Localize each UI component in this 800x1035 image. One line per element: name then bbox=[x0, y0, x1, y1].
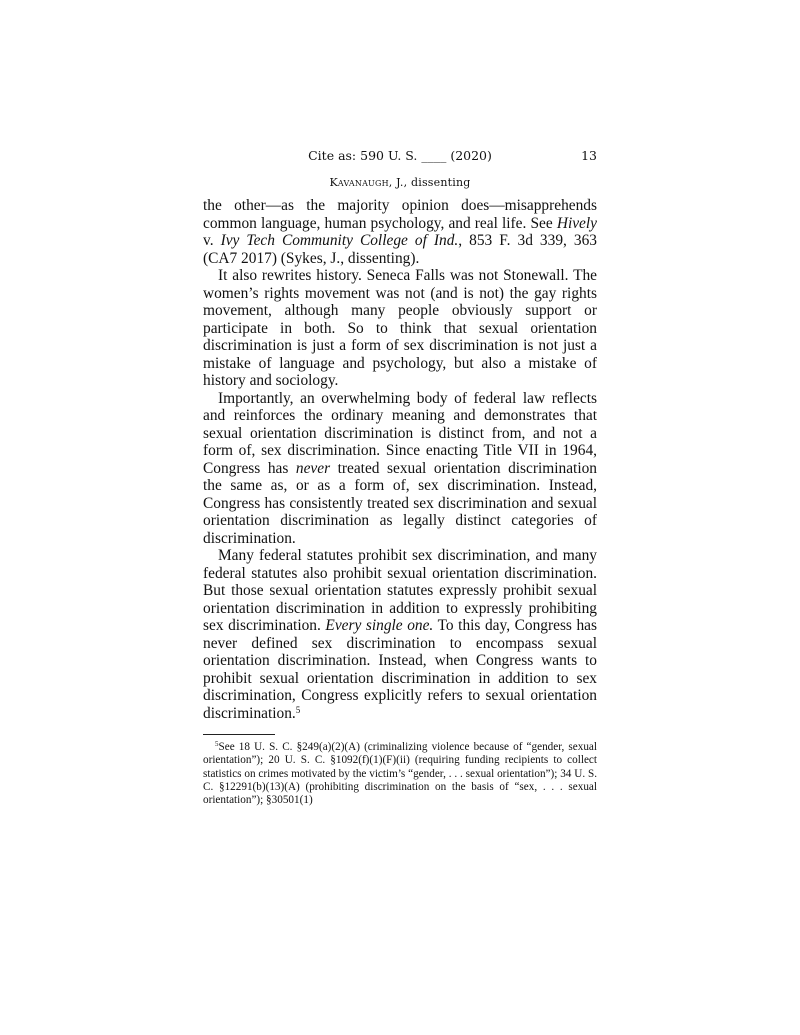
paragraph-3 bbox=[203, 390, 597, 548]
paragraph-1 bbox=[203, 197, 597, 267]
footnote-divider bbox=[203, 734, 275, 735]
paragraph-4 bbox=[203, 547, 597, 722]
text-run: treated sexual orientation discrimination the same as, or as a form of, sex discrimination. Instead, Congress has consistently treated sex discrimination and sexual orientation discrimination as legally distinct categories of discrimination. bbox=[203, 459, 597, 547]
footnote-reference[interactable]: 5 bbox=[295, 704, 301, 715]
case-party: Ivy Tech Community College of Ind. bbox=[220, 232, 459, 249]
running-header bbox=[203, 148, 597, 168]
author-name: Kavanaugh bbox=[329, 176, 389, 189]
text-run: Many federal statutes prohibit sex discrimination, and many federal statutes also prohibit sexual orientation discrimination. But those sexual orientation statutes expressly prohibit sexual orientation discrimination in addition to expressly prohibiting sex discrimination. bbox=[203, 547, 597, 634]
paragraph-2: It also rewrites history. Seneca Falls was not Stonewall. The women’s rights movement was not (and is not) the gay rights movement, although many people obviously support or participate in both. So to think that sexual orientation discrimination is just a form of sex discrimination is not just a mistake of language and psychology, but also a mistake of history and sociology. bbox=[203, 267, 597, 389]
page-number: 13 bbox=[581, 148, 597, 163]
text-run: the other—as the majority opinion does—misapprehends common language, human psychology, and real life. See bbox=[203, 197, 597, 232]
citation: Cite as: 590 U. S. ____ (2020) bbox=[308, 148, 492, 163]
text-run: , 853 F. 3d 339, 363 (CA7 2017) (Sykes, J., dissenting). bbox=[203, 232, 597, 267]
footnote-text: See 18 U. S. C. §249(a)(2)(A) (criminalizing violence because of “gender, sexual orientation”); 20 U. S. C. §1092(f)(1)(F)(ii) (requiring funding recipients to collect statistics on crimes motivated by the victim’s “gender, . . . sexual orientation”); 34 U. S. C. §12291(b)(13)(A) (prohibiting discrimination on the basis of “sex, . . . sexual orientation”); §30501(1) bbox=[203, 741, 597, 807]
text-run: v. bbox=[203, 232, 221, 249]
emphasis: Every single one. bbox=[325, 617, 434, 634]
footnote-marker: 5 bbox=[215, 740, 219, 748]
text-run: Importantly, an overwhelming body of federal law reflects and reinforces the ordinary meaning and demonstrates that sexual orientation discrimination is distinct from, and not a form of, sex discrimination. Since enacting Title VII in 1964, Congress has bbox=[203, 389, 597, 477]
opinion-body bbox=[203, 197, 597, 722]
opinion-author bbox=[203, 176, 597, 194]
text-run: To this day, Congress has never defined sex discrimination to encompass sexual orientation discrimination. Instead, when Congress wants to prohibit sexual orientation discrimination in addition to sex discrimination, Congress explicitly refers to sexual orientation discrimination. bbox=[203, 617, 598, 722]
author-role: , J., dissenting bbox=[388, 176, 471, 189]
case-name: Hively bbox=[556, 214, 597, 232]
emphasis: never bbox=[295, 459, 331, 477]
document-page bbox=[203, 148, 597, 807]
footnote bbox=[203, 741, 597, 807]
